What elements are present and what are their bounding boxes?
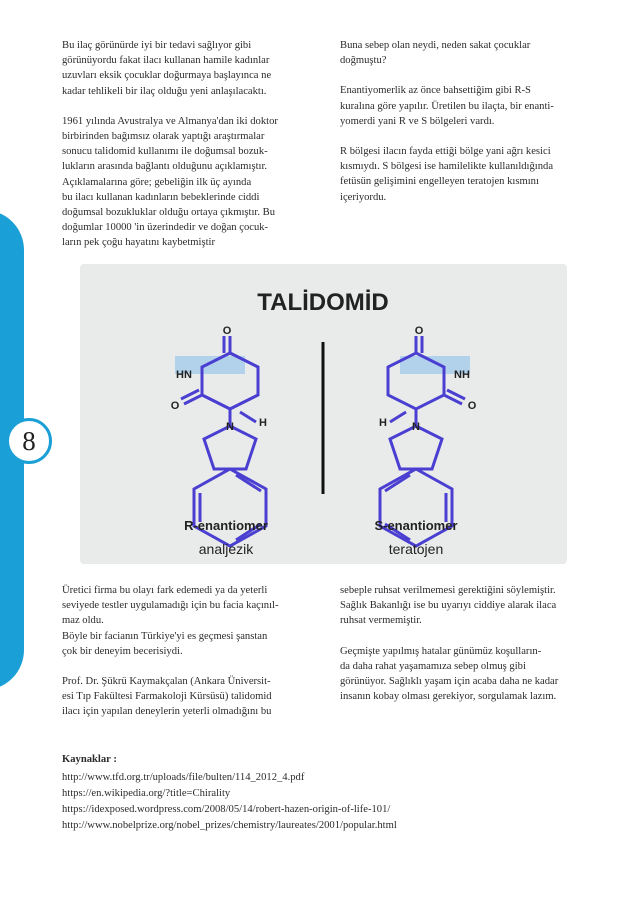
paragraph — [340, 83, 610, 129]
enantiomer-diagram — [80, 264, 567, 564]
text-column-top-left — [62, 38, 332, 251]
right-o-top: O — [414, 325, 424, 337]
left-name: R-enantiomer — [184, 518, 268, 533]
paragraph — [340, 38, 610, 68]
text-line: sebeple ruhsat verilmemesi gerektiğini söylemiştir. — [340, 585, 556, 596]
reference-link[interactable]: https://en.wikipedia.org/?title=Chirality — [62, 788, 231, 799]
text-line: birbirinden bağımsız olarak yaptığı araştırmalar — [62, 131, 265, 143]
text-line: da daha rahat yaşamamıza sebep olmuş gibi — [340, 660, 526, 672]
paragraph — [62, 114, 332, 251]
text-line: lukların arasında bağlantı olduğunu açıklamıştır. — [62, 161, 268, 173]
text-line: kuralına göre yapılır. Üretilen bu ilaçta, bir enanti- — [340, 100, 554, 112]
text-line: görünüyor. Sağlıklı yaşam için acaba daha ne kadar — [340, 676, 559, 688]
left-nh: HN — [176, 369, 192, 381]
text-line: çok bir deneyim becerisiydi. — [62, 645, 183, 657]
text-line: Bu ilaç görünürde iyi bir tedavi sağlıyor gibi — [62, 40, 252, 51]
right-o-side: O — [467, 400, 477, 412]
text-line: bu ilacı kullanan kadınların bebeklerinde ciddi — [62, 191, 260, 203]
left-effect: analjezik — [198, 541, 254, 557]
text-line: ların pek çoğu hayatını kaybetmiştir — [62, 237, 215, 249]
text-line: doğumsal bozukluklar olduğu ortaya çıkmıştır. Bu — [62, 207, 276, 219]
paragraph — [340, 583, 610, 629]
left-o-top: O — [222, 325, 232, 337]
right-benzene — [380, 469, 452, 546]
text-line: Üretici firma bu olayı fark edemedi ya da yeterli — [62, 585, 268, 596]
right-name: S-enantiomer — [374, 518, 458, 533]
figure-title: TALİDOMİD — [257, 289, 389, 316]
text-line: Geçmişte yapılmış hatalar günümüz koşulların- — [340, 645, 542, 657]
text-line: insanın kobay olması gerekiyor, sorgulamak lazım. — [340, 691, 557, 703]
text-column-bottom-right — [340, 583, 610, 704]
text-line: maz oldu. — [62, 615, 104, 627]
left-o-side: O — [170, 400, 180, 412]
paragraph — [62, 38, 332, 99]
text-line: Açıklamalarına göre; gebeliğin ilk üç ayında — [62, 176, 252, 188]
text-line: Sağlık Bakanlığı ise bu uyarıyı ciddiye alarak ilaca — [340, 600, 557, 612]
paragraph — [62, 674, 332, 720]
left-n: N — [226, 421, 234, 433]
text-line: 1961 yılında Avustralya ve Almanya'dan iki doktor — [62, 115, 278, 127]
text-line: yomerdi yani R ve S bölgeleri vardı. — [340, 115, 495, 127]
left-h: H — [259, 417, 267, 429]
right-n: N — [412, 421, 420, 433]
text-line: R bölgesi ilacın fayda ettiği bölge yani ağrı kesici — [340, 146, 551, 158]
reference-link[interactable]: https://idexposed.wordpress.com/2008/05/14/robert-hazen-origin-of-life-101/ — [62, 804, 391, 815]
paragraph — [340, 144, 610, 205]
text-line: görünüyordu fakat ilacı kullanan hamile kadınlar — [62, 55, 270, 67]
text-line: sonucu talidomid kullanımı ile doğumsal bozuk- — [62, 146, 268, 158]
text-line: uzuvları eksik çocuklar doğurmaya başlayınca ne — [62, 70, 272, 82]
text-line: kadar tehlikeli bir ilaç olduğu yeni anlaşılacaktı. — [62, 85, 267, 97]
text-line: doğmuştu? — [340, 55, 387, 67]
references — [62, 752, 622, 834]
text-line: fetüsün gelişimini engelleyen teratojen kısmını — [340, 176, 539, 188]
thalidomide-figure — [80, 264, 567, 564]
text-line: doğumlar 10000 'in üzerindedir ve doğan çocuk- — [62, 222, 269, 234]
right-h: H — [379, 417, 387, 429]
reference-link[interactable]: http://www.tfd.org.tr/uploads/file/bulten/114_2012_4.pdf — [62, 772, 305, 783]
text-column-top-right — [340, 38, 610, 205]
r-enantiomer-structure — [175, 336, 266, 546]
text-line: kısmıydı. S bölgesi ise hamilelikte kullanıldığında — [340, 161, 554, 173]
references-title: Kaynaklar : — [62, 754, 117, 765]
text-line: ilacı için yapılan deneylerin yeterli olmadığını bu — [62, 706, 272, 718]
right-nh: NH — [454, 369, 470, 381]
text-line: seviyede testler uygulamadığı için bu facia kaçınıl- — [62, 600, 279, 612]
right-effect: teratojen — [388, 541, 444, 557]
reference-link[interactable]: http://www.nobelprize.org/nobel_prizes/chemistry/laureates/2001/popular.html — [62, 820, 397, 831]
text-line: ruhsat vermemiştir. — [340, 615, 422, 627]
page-number: 8 — [6, 418, 52, 464]
paragraph — [62, 583, 332, 659]
text-line: Enantiyomerlik az önce bahsettiğim gibi R-S — [340, 85, 531, 97]
text-line: Böyle bir facianın Türkiye'yi es geçmesi şanstan — [62, 630, 268, 642]
text-column-bottom-left — [62, 583, 332, 720]
text-line: Prof. Dr. Şükrü Kaymakçalan (Ankara Üniversit- — [62, 676, 271, 688]
text-line: içeriyordu. — [340, 191, 387, 203]
text-line: esi Tıp Fakültesi Farmakoloji Kürsüsü) talidomid — [62, 691, 272, 703]
text-line: Buna sebep olan neydi, neden sakat çocuklar — [340, 40, 531, 51]
left-benzene — [194, 469, 266, 546]
s-enantiomer-structure — [380, 336, 470, 546]
paragraph — [340, 644, 610, 705]
